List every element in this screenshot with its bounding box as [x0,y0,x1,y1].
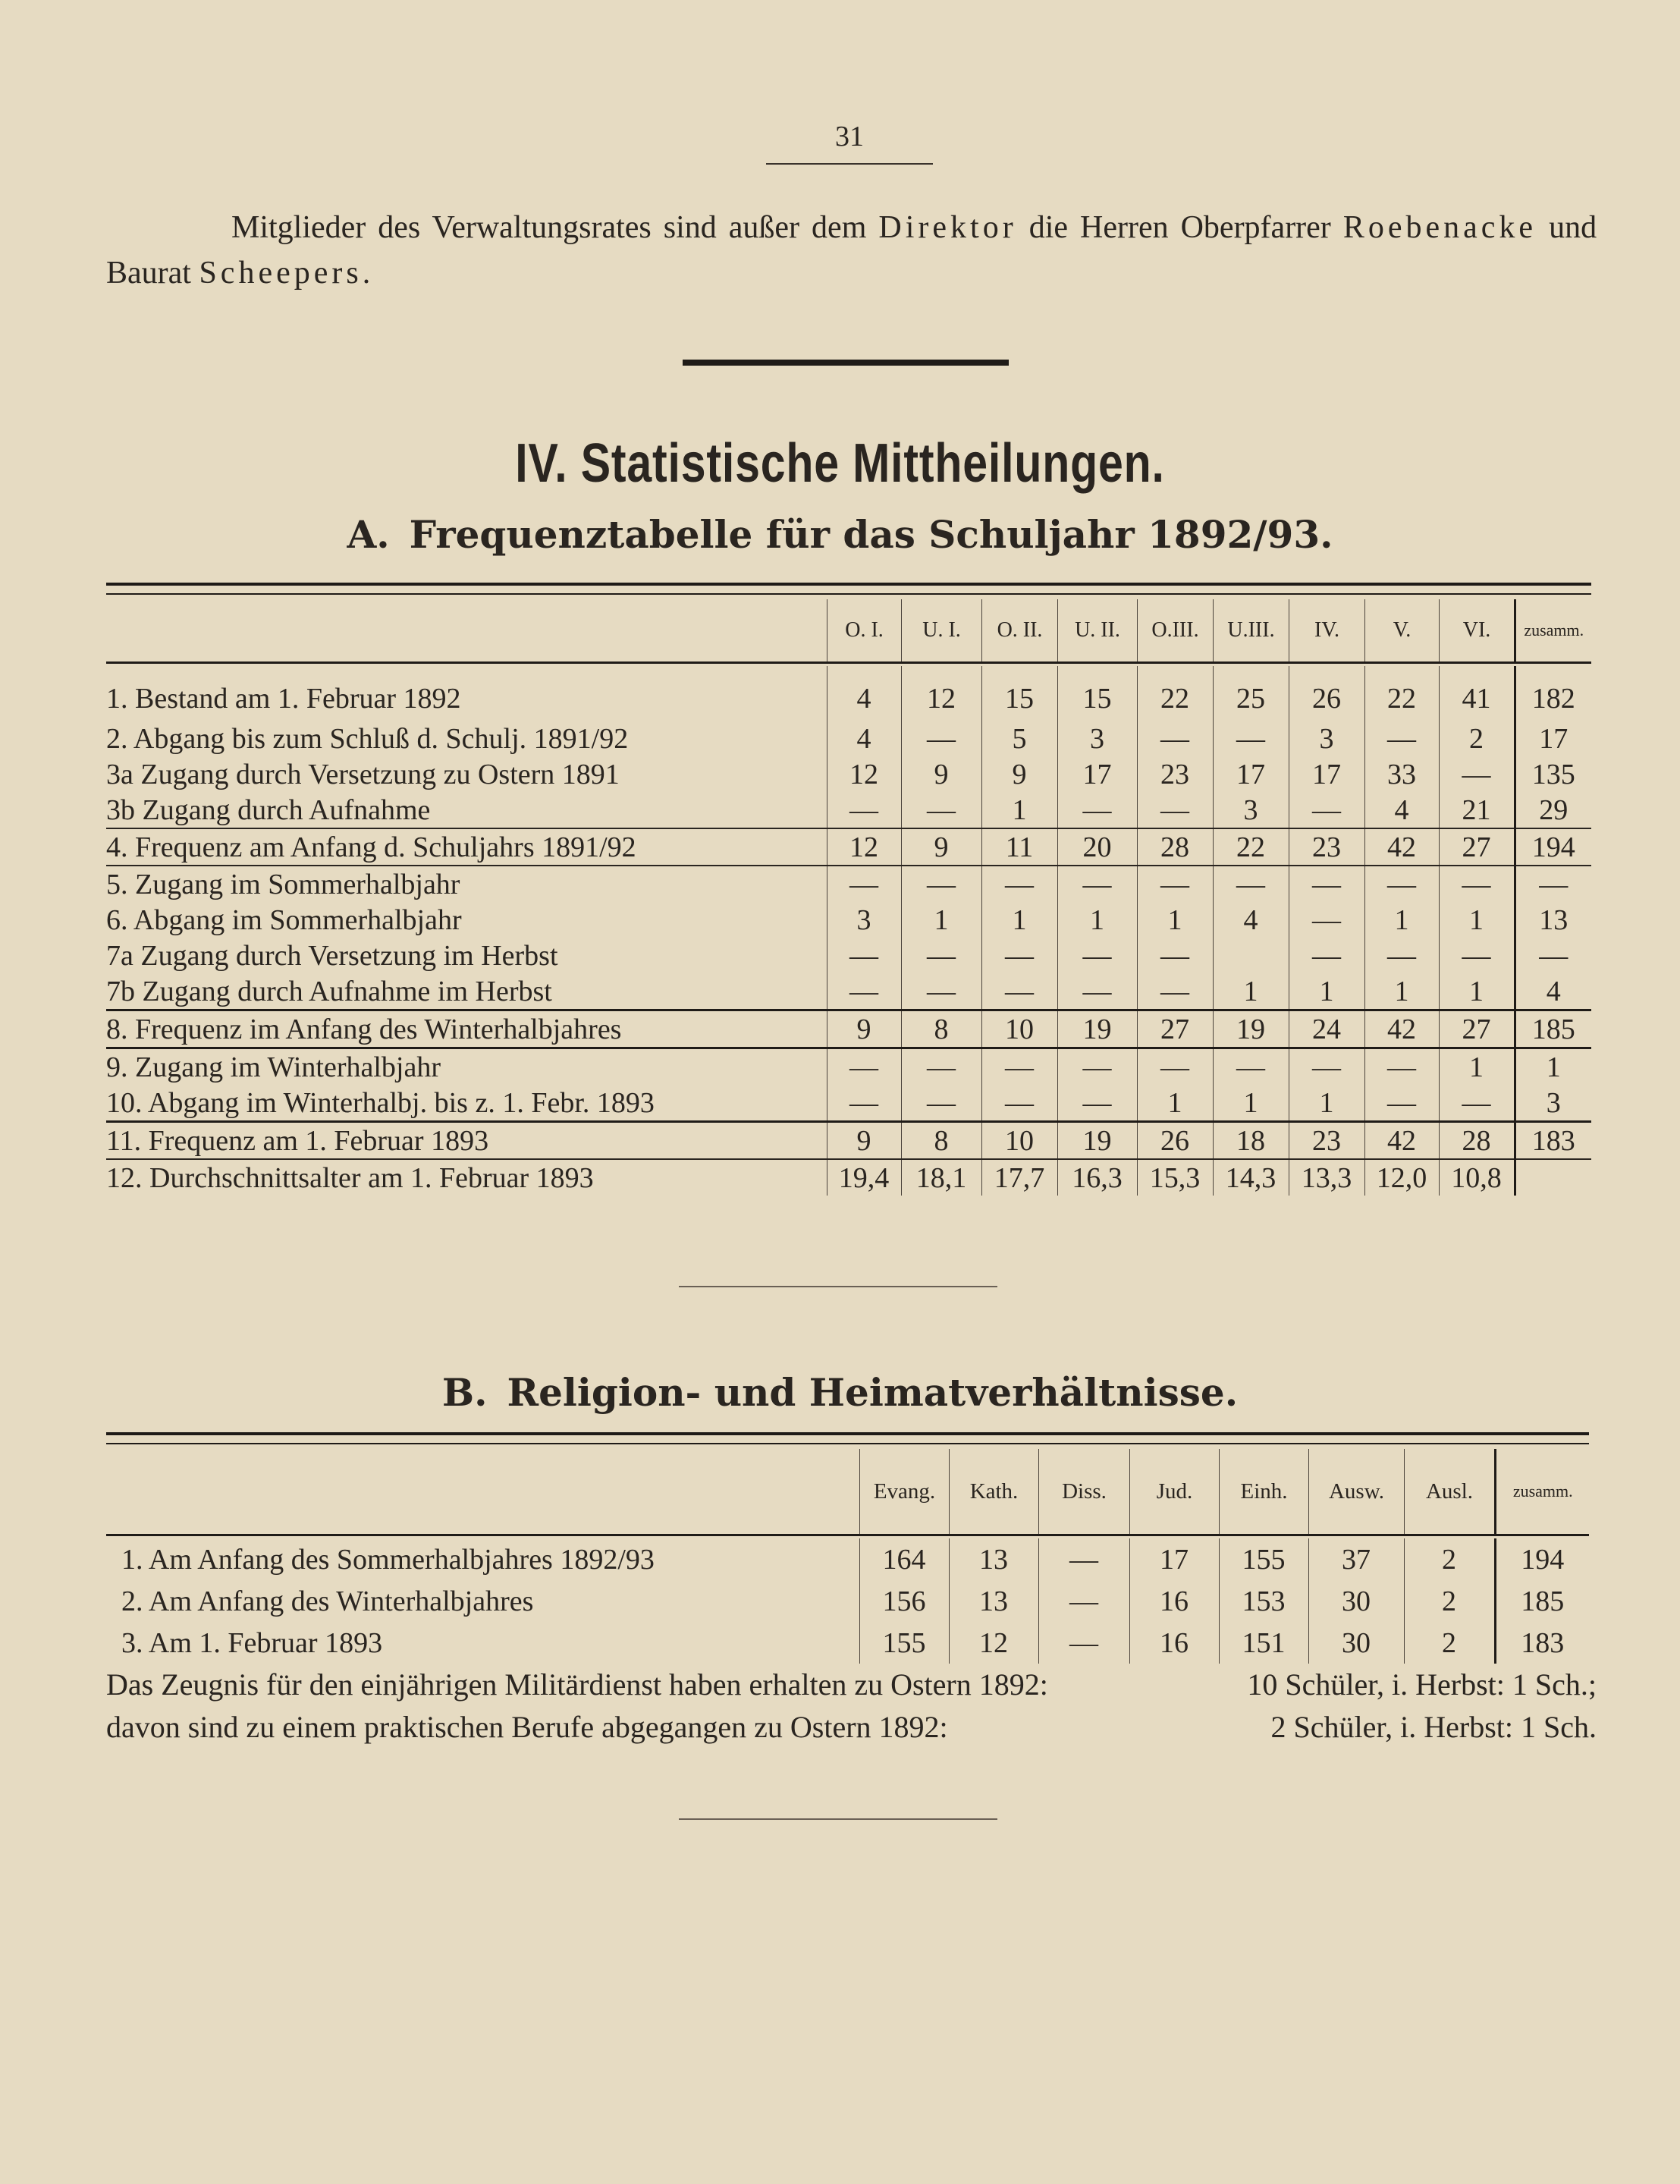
table-b-header [859,1449,1590,1534]
intro-name-scheepers: Scheepers. [199,256,375,291]
table-cell: 1 [1515,1048,1591,1086]
table-cell: — [1057,938,1137,973]
table-cell: 10 [981,1010,1057,1048]
table-cell: 1 [981,902,1057,938]
table-cell: — [901,866,981,902]
row-label: 10. Abgang im Winterhalbj. bis z. 1. Febr. 1893 [106,1086,655,1119]
section-title: IV. Statistische Mittheilungen. [515,433,1165,494]
table-cell: 4 [1515,973,1591,1010]
table-row [106,1048,1591,1086]
table-cell: 13 [949,1580,1038,1622]
table-cell: — [1289,792,1364,828]
table-cell: — [981,1085,1057,1122]
table-cell: — [901,973,981,1010]
table-cell: 153 [1219,1580,1308,1622]
table-cell: — [901,792,981,828]
table-cell: — [1057,973,1137,1010]
row-label: 11. Frequenz am 1. Februar 1893 [106,1122,827,1160]
table-cell: 41 [1439,666,1515,721]
table-row [106,1085,1591,1122]
table-cell: — [1289,902,1364,938]
table-cell: 183 [1495,1622,1589,1664]
table-cell: — [1515,866,1591,902]
table-cell: — [827,792,901,828]
row-label: 1. Bestand am 1. Februar 1892 [106,683,461,715]
table-cell: 2 [1404,1622,1495,1664]
table-cell: 3 [1289,721,1364,756]
table-cell: — [1057,1085,1137,1122]
table-cell: 1 [1213,973,1289,1010]
table-row [106,866,1591,902]
table-cell: 183 [1515,1122,1591,1160]
intro-text-2: die Herren Oberpfarrer [1028,210,1331,245]
col-header-jud: Jud. [1130,1449,1220,1534]
table-cell: 25 [1213,666,1289,721]
table-row [106,973,1591,1010]
table-cell: — [1057,1048,1137,1086]
table-cell: 1 [1364,973,1439,1010]
col-header-v: V. [1365,599,1440,661]
table-cell: 1 [1439,902,1515,938]
subsection-b-text: Religion- und Heimatverhältnisse. [507,1370,1239,1415]
table-cell: 18,1 [901,1159,981,1196]
table-cell: 18 [1213,1122,1289,1160]
col-header-vi: VI. [1440,599,1515,661]
table-cell: 30 [1308,1622,1404,1664]
table-cell: — [1057,792,1137,828]
table-cell: — [1038,1580,1129,1622]
table-row [106,1580,1589,1622]
table-cell: 155 [859,1622,949,1664]
table-cell: — [1137,938,1213,973]
table-cell: 10 [981,1122,1057,1160]
table-cell: — [901,1085,981,1122]
table-cell: 2 [1439,721,1515,756]
table-cell: — [981,973,1057,1010]
table-row [106,1122,1591,1160]
table-cell: — [827,866,901,902]
table-cell: 182 [1515,666,1591,721]
table-b-header-rule [106,1534,1589,1536]
table-cell: 21 [1439,792,1515,828]
table-cell: 9 [901,828,981,866]
footnote [106,1664,1597,1749]
table-cell: — [1439,866,1515,902]
table-cell: 26 [1289,666,1364,721]
table-cell: 135 [1515,756,1591,792]
table-cell: — [1515,938,1591,973]
footnote-line-1-count: 10 Schüler, i. Herbst: 1 Sch.; [1247,1667,1597,1702]
table-cell: 15 [981,666,1057,721]
table-row [106,1622,1589,1664]
table-row [106,902,1591,938]
table-cell: 185 [1515,1010,1591,1048]
table-cell: 3 [1213,792,1289,828]
table-cell: 17 [1213,756,1289,792]
table-cell: 13 [1515,902,1591,938]
intro-paragraph [106,205,1597,296]
col-header-total-b: zusamm. [1496,1449,1590,1534]
table-cell: 3 [827,902,901,938]
table-a-end-rule [679,1286,997,1287]
table-cell: 42 [1364,1122,1439,1160]
table-cell: — [901,721,981,756]
table-row [106,792,1591,828]
page-number: 31 [835,121,864,152]
subsection-b-letter: B. [441,1370,488,1415]
table-cell: 9 [901,756,981,792]
table-cell: 12 [827,828,901,866]
table-cell: 5 [981,721,1057,756]
table-cell: 33 [1364,756,1439,792]
table-cell: 1 [1289,1085,1364,1122]
subsection-a-text: Frequenztabelle für das Schuljahr 1892/93. [409,512,1333,557]
table-cell: 17,7 [981,1159,1057,1196]
row-label: 2. Abgang bis zum Schluß d. Schulj. 1891/92 [106,722,629,755]
table-cell: 1 [1137,1085,1213,1122]
table-cell: 1 [1213,1085,1289,1122]
col-header-total: zusamm. [1515,599,1592,661]
col-header-oiii: O.III. [1138,599,1214,661]
table-cell: 42 [1364,828,1439,866]
table-cell [1213,938,1289,973]
table-cell: — [1137,866,1213,902]
table-cell: 27 [1439,1010,1515,1048]
col-header-einh: Einh. [1220,1449,1309,1534]
table-cell: — [1289,1048,1364,1086]
table-cell: — [1137,721,1213,756]
col-header-diss: Diss. [1039,1449,1130,1534]
row-label: 6. Abgang im Sommerhalbjahr [106,903,462,936]
table-cell: 2 [1404,1538,1495,1580]
row-label: 5. Zugang im Sommerhalbjahr [106,866,827,902]
row-label: 12. Durchschnittsalter am 1. Februar 1893 [106,1159,827,1196]
footnote-line-1 [106,1664,1597,1706]
table-cell: 23 [1137,756,1213,792]
table-a [106,666,1591,1196]
table-cell: 4 [827,721,901,756]
table-cell: — [1137,973,1213,1010]
table-cell: 19 [1057,1122,1137,1160]
table-cell: 3 [1057,721,1137,756]
table-cell: 4 [1364,792,1439,828]
table-cell: — [827,973,901,1010]
table-cell: 23 [1289,828,1364,866]
table-cell: — [1038,1538,1129,1580]
table-cell: 15,3 [1137,1159,1213,1196]
table-cell: 12,0 [1364,1159,1439,1196]
page-end-rule [679,1818,997,1820]
table-cell: — [1439,756,1515,792]
table-cell: — [981,1048,1057,1086]
table-b [106,1538,1589,1664]
col-header-uiii: U.III. [1214,599,1289,661]
table-cell: 42 [1364,1010,1439,1048]
table-cell: 17 [1515,721,1591,756]
table-cell: 13 [949,1538,1038,1580]
intro-text-1: Mitglieder des Verwaltungsrates sind außer dem [231,210,867,245]
table-cell: 22 [1137,666,1213,721]
footnote-line-2-text: davon sind zu einem praktischen Berufe abgegangen zu Ostern 1892: [106,1710,948,1744]
col-header-ui: U. I. [902,599,982,661]
table-row [106,721,1591,756]
page-number-rule [766,163,933,165]
table-cell: 8 [901,1010,981,1048]
table-cell: — [1289,938,1364,973]
table-cell: 12 [949,1622,1038,1664]
table-cell: 22 [1364,666,1439,721]
footnote-line-2 [106,1706,1597,1749]
col-header-oi: O. I. [827,599,902,661]
table-cell: 27 [1137,1010,1213,1048]
table-cell: 19 [1213,1010,1289,1048]
table-cell: 30 [1308,1580,1404,1622]
table-cell: 9 [981,756,1057,792]
table-cell: 1 [1137,902,1213,938]
subsection-a-letter: A. [347,512,390,557]
table-cell: 164 [859,1538,949,1580]
table-cell: 2 [1404,1580,1495,1622]
table-row [106,1538,1589,1580]
table-b-top-rule [106,1432,1589,1444]
table-cell: 16 [1129,1622,1219,1664]
table-cell: 22 [1213,828,1289,866]
table-cell: — [827,1085,901,1122]
table-cell: 151 [1219,1622,1308,1664]
table-a-top-rule [106,583,1591,595]
table-a-header-rule [106,661,1591,664]
col-header-ausl: Ausl. [1405,1449,1496,1534]
table-cell: 4 [1213,902,1289,938]
col-header-ausw: Ausw. [1309,1449,1405,1534]
table-cell: — [1364,938,1439,973]
table-cell: — [1439,938,1515,973]
table-cell: — [827,938,901,973]
table-cell: — [1137,1048,1213,1086]
table-cell: 29 [1515,792,1591,828]
table-cell: 12 [901,666,981,721]
table-cell: 9 [827,1122,901,1160]
table-cell: 11 [981,828,1057,866]
table-row [106,828,1591,866]
table-cell: 17 [1289,756,1364,792]
intro-word-director: Direktor [878,210,1017,245]
col-header-iv: IV. [1289,599,1365,661]
table-cell: 20 [1057,828,1137,866]
table-cell: 1 [901,902,981,938]
row-label: 3. Am 1. Februar 1893 [121,1626,383,1659]
table-cell: — [1364,866,1439,902]
table-cell: — [1213,1048,1289,1086]
table-cell: — [981,866,1057,902]
table-cell: — [1213,721,1289,756]
table-cell: 185 [1495,1580,1589,1622]
table-cell: 194 [1495,1538,1589,1580]
table-row [106,938,1591,973]
table-cell: 28 [1137,828,1213,866]
table-cell: — [1439,1085,1515,1122]
table-cell: — [901,938,981,973]
table-cell: 1 [1439,973,1515,1010]
table-cell: 16,3 [1057,1159,1137,1196]
col-header-kath: Kath. [950,1449,1039,1534]
table-cell: 1 [1057,902,1137,938]
table-cell: 27 [1439,828,1515,866]
table-cell: 17 [1129,1538,1219,1580]
row-label: 3a Zugang durch Versetzung zu Ostern 1891 [106,758,620,790]
col-header-oii: O. II. [982,599,1058,661]
row-label: 7a Zugang durch Versetzung im Herbst [106,939,558,972]
row-label: 3b Zugang durch Aufnahme [106,793,431,826]
table-row [106,1159,1591,1196]
subsection-b-title [0,1370,1680,1415]
table-cell [1515,1159,1591,1196]
table-cell: 156 [859,1580,949,1622]
table-cell: 194 [1515,828,1591,866]
table-cell: 1 [1364,902,1439,938]
table-cell: 16 [1129,1580,1219,1622]
table-cell: 8 [901,1122,981,1160]
table-cell: 3 [1515,1085,1591,1122]
col-header-evang: Evang. [860,1449,950,1534]
table-cell: — [1038,1622,1129,1664]
table-cell: 1 [981,792,1057,828]
table-cell: — [901,1048,981,1086]
table-cell: 10,8 [1439,1159,1515,1196]
table-cell: 155 [1219,1538,1308,1580]
row-label: 1. Am Anfang des Sommerhalbjahres 1892/93 [121,1543,655,1576]
table-cell: 1 [1439,1048,1515,1086]
table-cell: 15 [1057,666,1137,721]
table-cell: — [1364,1085,1439,1122]
table-cell: 14,3 [1213,1159,1289,1196]
row-label: 9. Zugang im Winterhalbjahr [106,1048,827,1086]
table-cell: 19,4 [827,1159,901,1196]
table-cell: 1 [1289,973,1364,1010]
col-header-uii: U. II. [1058,599,1138,661]
intro-text-3: und Baurat [106,210,1597,291]
table-cell: 12 [827,756,901,792]
table-cell: — [981,938,1057,973]
table-cell: 26 [1137,1122,1213,1160]
table-cell: 17 [1057,756,1137,792]
table-row [106,756,1591,792]
table-cell: — [827,1048,901,1086]
row-label: 4. Frequenz am Anfang d. Schuljahrs 1891/92 [106,828,827,866]
footnote-line-1-text: Das Zeugnis für den einjährigen Militärdienst haben erhalten zu Ostern 1892: [106,1667,1048,1702]
intro-name-roebenacke: Roebenacke [1342,210,1537,245]
row-label: 7b Zugang durch Aufnahme im Herbst [106,975,552,1007]
section-divider [683,360,1009,366]
table-a-header [827,599,1592,661]
table-cell: — [1289,866,1364,902]
table-row [106,666,1591,721]
table-cell: 28 [1439,1122,1515,1160]
table-cell: — [1213,866,1289,902]
table-cell: — [1137,792,1213,828]
row-label: 2. Am Anfang des Winterhalbjahres [121,1585,534,1617]
table-cell: 19 [1057,1010,1137,1048]
subsection-a-title [0,512,1680,557]
table-cell: 24 [1289,1010,1364,1048]
table-cell: 13,3 [1289,1159,1364,1196]
table-cell: — [1057,866,1137,902]
table-cell: 23 [1289,1122,1364,1160]
table-row [106,1010,1591,1048]
table-cell: 9 [827,1010,901,1048]
footnote-line-2-count: 2 Schüler, i. Herbst: 1 Sch. [1270,1710,1597,1744]
table-cell: 4 [827,666,901,721]
table-cell: — [1364,721,1439,756]
table-cell: 37 [1308,1538,1404,1580]
table-cell: — [1364,1048,1439,1086]
row-label: 8. Frequenz im Anfang des Winterhalbjahres [106,1010,827,1048]
